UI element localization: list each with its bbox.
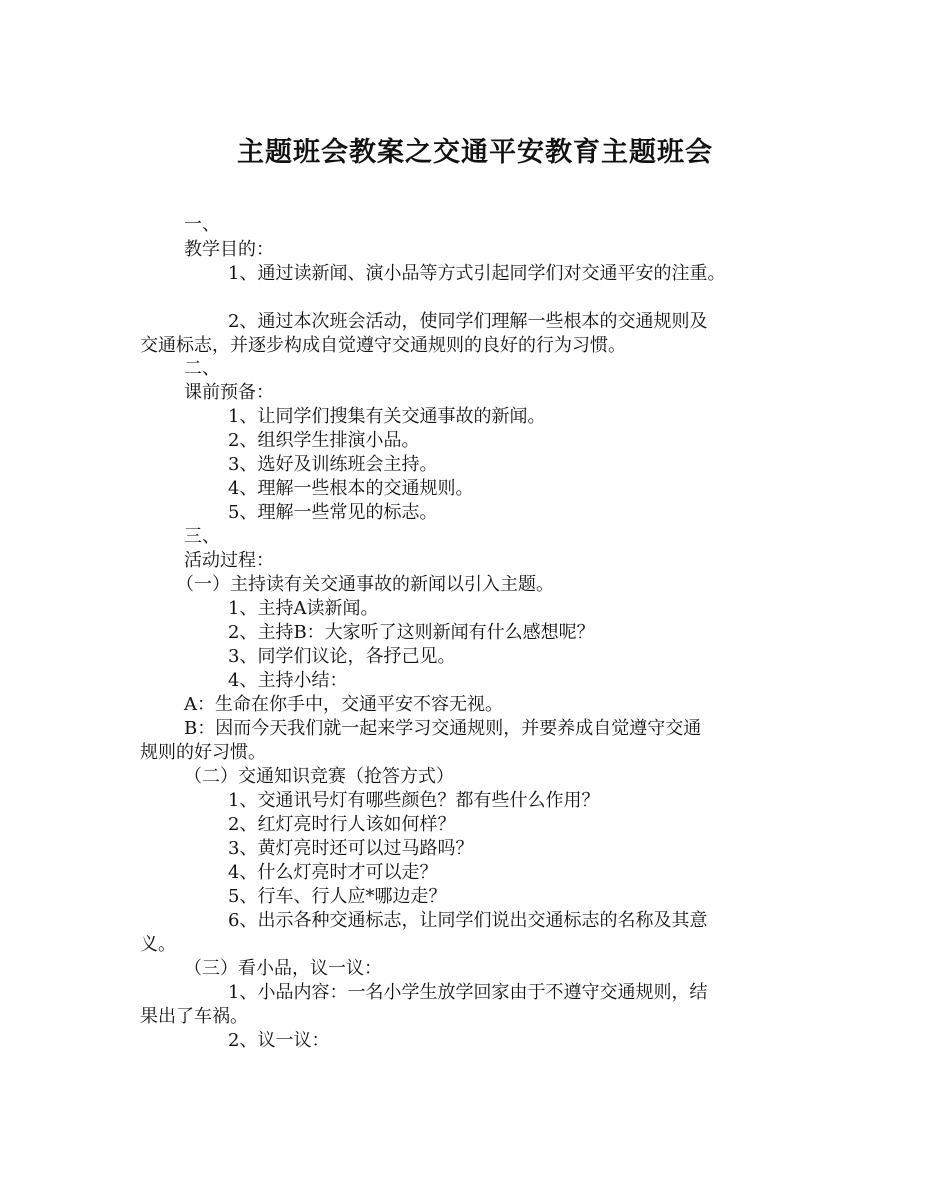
section-heading-1: 一、 [184, 214, 220, 235]
section-label-process: 活动过程： [184, 550, 274, 571]
host-a-line: A：生命在你手中，交通平安不容无视。 [184, 694, 503, 715]
skit-item-1-cont: 果出了车祸。 [140, 1006, 248, 1027]
quiz-item-2: 2、红灯亮时行人该如何样？ [228, 814, 456, 835]
process-part-2: （二）交通知识竞赛（抢答方式） [184, 766, 454, 787]
prep-item-2: 2、组织学生排演小品。 [228, 430, 420, 451]
document-title: 主题班会教案之交通平安教育主题班会 [237, 137, 713, 168]
process-1-item-1: 1、主持A读新闻。 [228, 598, 379, 619]
objective-item-1: 1、通过读新闻、演小品等方式引起同学们对交通平安的注重。 [228, 263, 726, 284]
host-b-line-cont: 规则的好习惯。 [140, 742, 266, 763]
section-heading-3: 三、 [184, 526, 220, 547]
quiz-item-3: 3、黄灯亮时还可以过马路吗？ [228, 838, 474, 859]
objective-item-2: 2、通过本次班会活动，使同学们理解一些根本的交通规则及 [228, 311, 708, 332]
objective-item-2-cont: 交通标志，并逐步构成自觉遵守交通规则的良好的行为习惯。 [140, 335, 626, 356]
process-1-item-4: 4、主持小结： [228, 670, 348, 691]
prep-item-4: 4、理解一些根本的交通规则。 [228, 478, 474, 499]
section-heading-2: 二、 [184, 358, 220, 379]
process-part-1: （一）主持读有关交通事故的新闻以引入主题。 [176, 574, 554, 595]
quiz-item-1: 1、交通讯号灯有哪些颜色？都有些什么作用？ [228, 790, 600, 811]
prep-item-3: 3、选好及训练班会主持。 [228, 454, 438, 475]
section-label-objectives: 教学目的： [184, 239, 274, 260]
section-label-preparation: 课前预备： [184, 382, 274, 403]
skit-item-2: 2、议一议： [228, 1030, 330, 1051]
host-b-line: B：因而今天我们就一起来学习交通规则，并要养成自觉遵守交通 [184, 718, 702, 739]
skit-item-1: 1、小品内容：一名小学生放学回家由于不遵守交通规则，结 [228, 982, 708, 1003]
quiz-item-6-cont: 义。 [140, 934, 176, 955]
process-1-item-3: 3、同学们议论，各抒己见。 [228, 646, 456, 667]
process-1-item-2: 2、主持B：大家听了这则新闻有什么感想呢？ [228, 622, 595, 643]
process-part-3: （三）看小品，议一议： [184, 958, 382, 979]
prep-item-5: 5、理解一些常见的标志。 [228, 502, 438, 523]
prep-item-1: 1、让同学们搜集有关交通事故的新闻。 [228, 406, 546, 427]
quiz-item-5: 5、行车、行人应*哪边走？ [228, 886, 447, 907]
quiz-item-4: 4、什么灯亮时才可以走？ [228, 862, 438, 883]
quiz-item-6: 6、出示各种交通标志，让同学们说出交通标志的名称及其意 [228, 910, 708, 931]
